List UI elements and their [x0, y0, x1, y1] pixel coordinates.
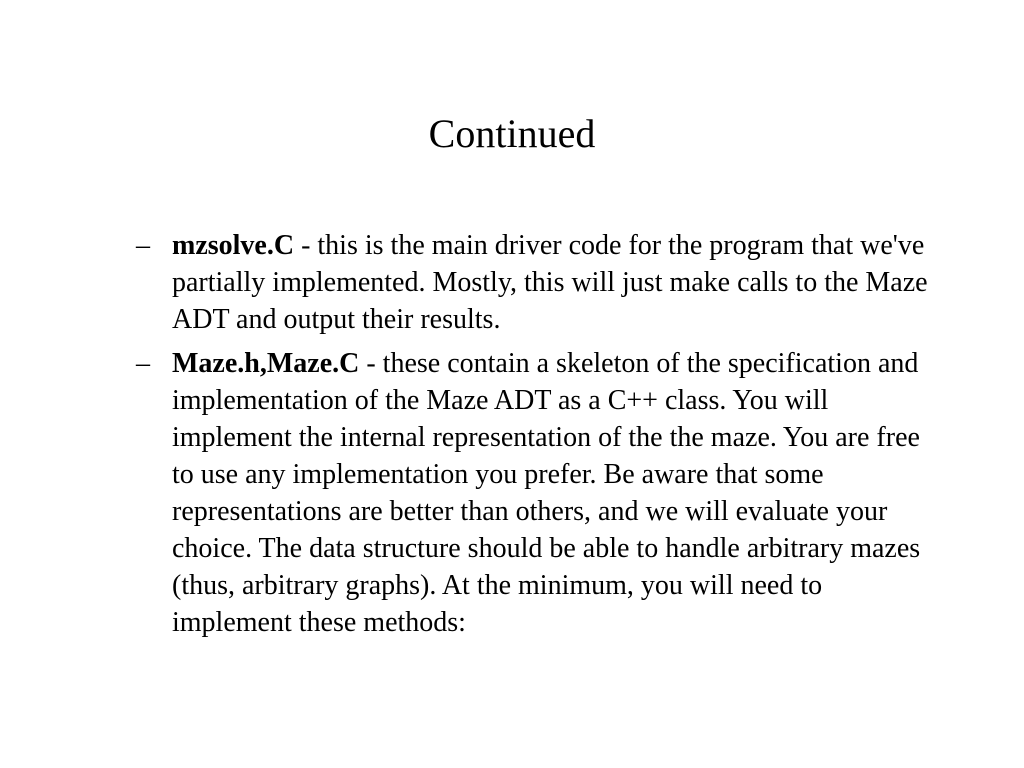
- bullet-text: - this is the main driver code for the program that we've partially implemented. Mostly, this will just make calls to the Maze ADT and output their results.: [172, 230, 928, 335]
- bullet-item-maze: [136, 345, 936, 641]
- bullet-text: - these contain a skeleton of the specification and implementation of the Maze ADT as a C++ class. You will implement the internal representation of the the maze. You are free to use any implementation you prefer. Be aware that some representations are better than others, and we will evaluate your choice. The data structure should be able to handle arbitrary mazes (thus, arbitrary graphs). At the minimum, you will need to implement these methods:: [172, 348, 921, 638]
- bullet-dash: –: [136, 348, 150, 379]
- bullet-dash: –: [136, 230, 150, 261]
- bullet-term: Maze.h,Maze.C: [172, 348, 360, 379]
- slide-title: Continued: [428, 111, 596, 156]
- bullet-list: [136, 227, 936, 648]
- bullet-item-mzsolve: [136, 227, 936, 338]
- bullet-term: mzsolve.C: [172, 230, 295, 261]
